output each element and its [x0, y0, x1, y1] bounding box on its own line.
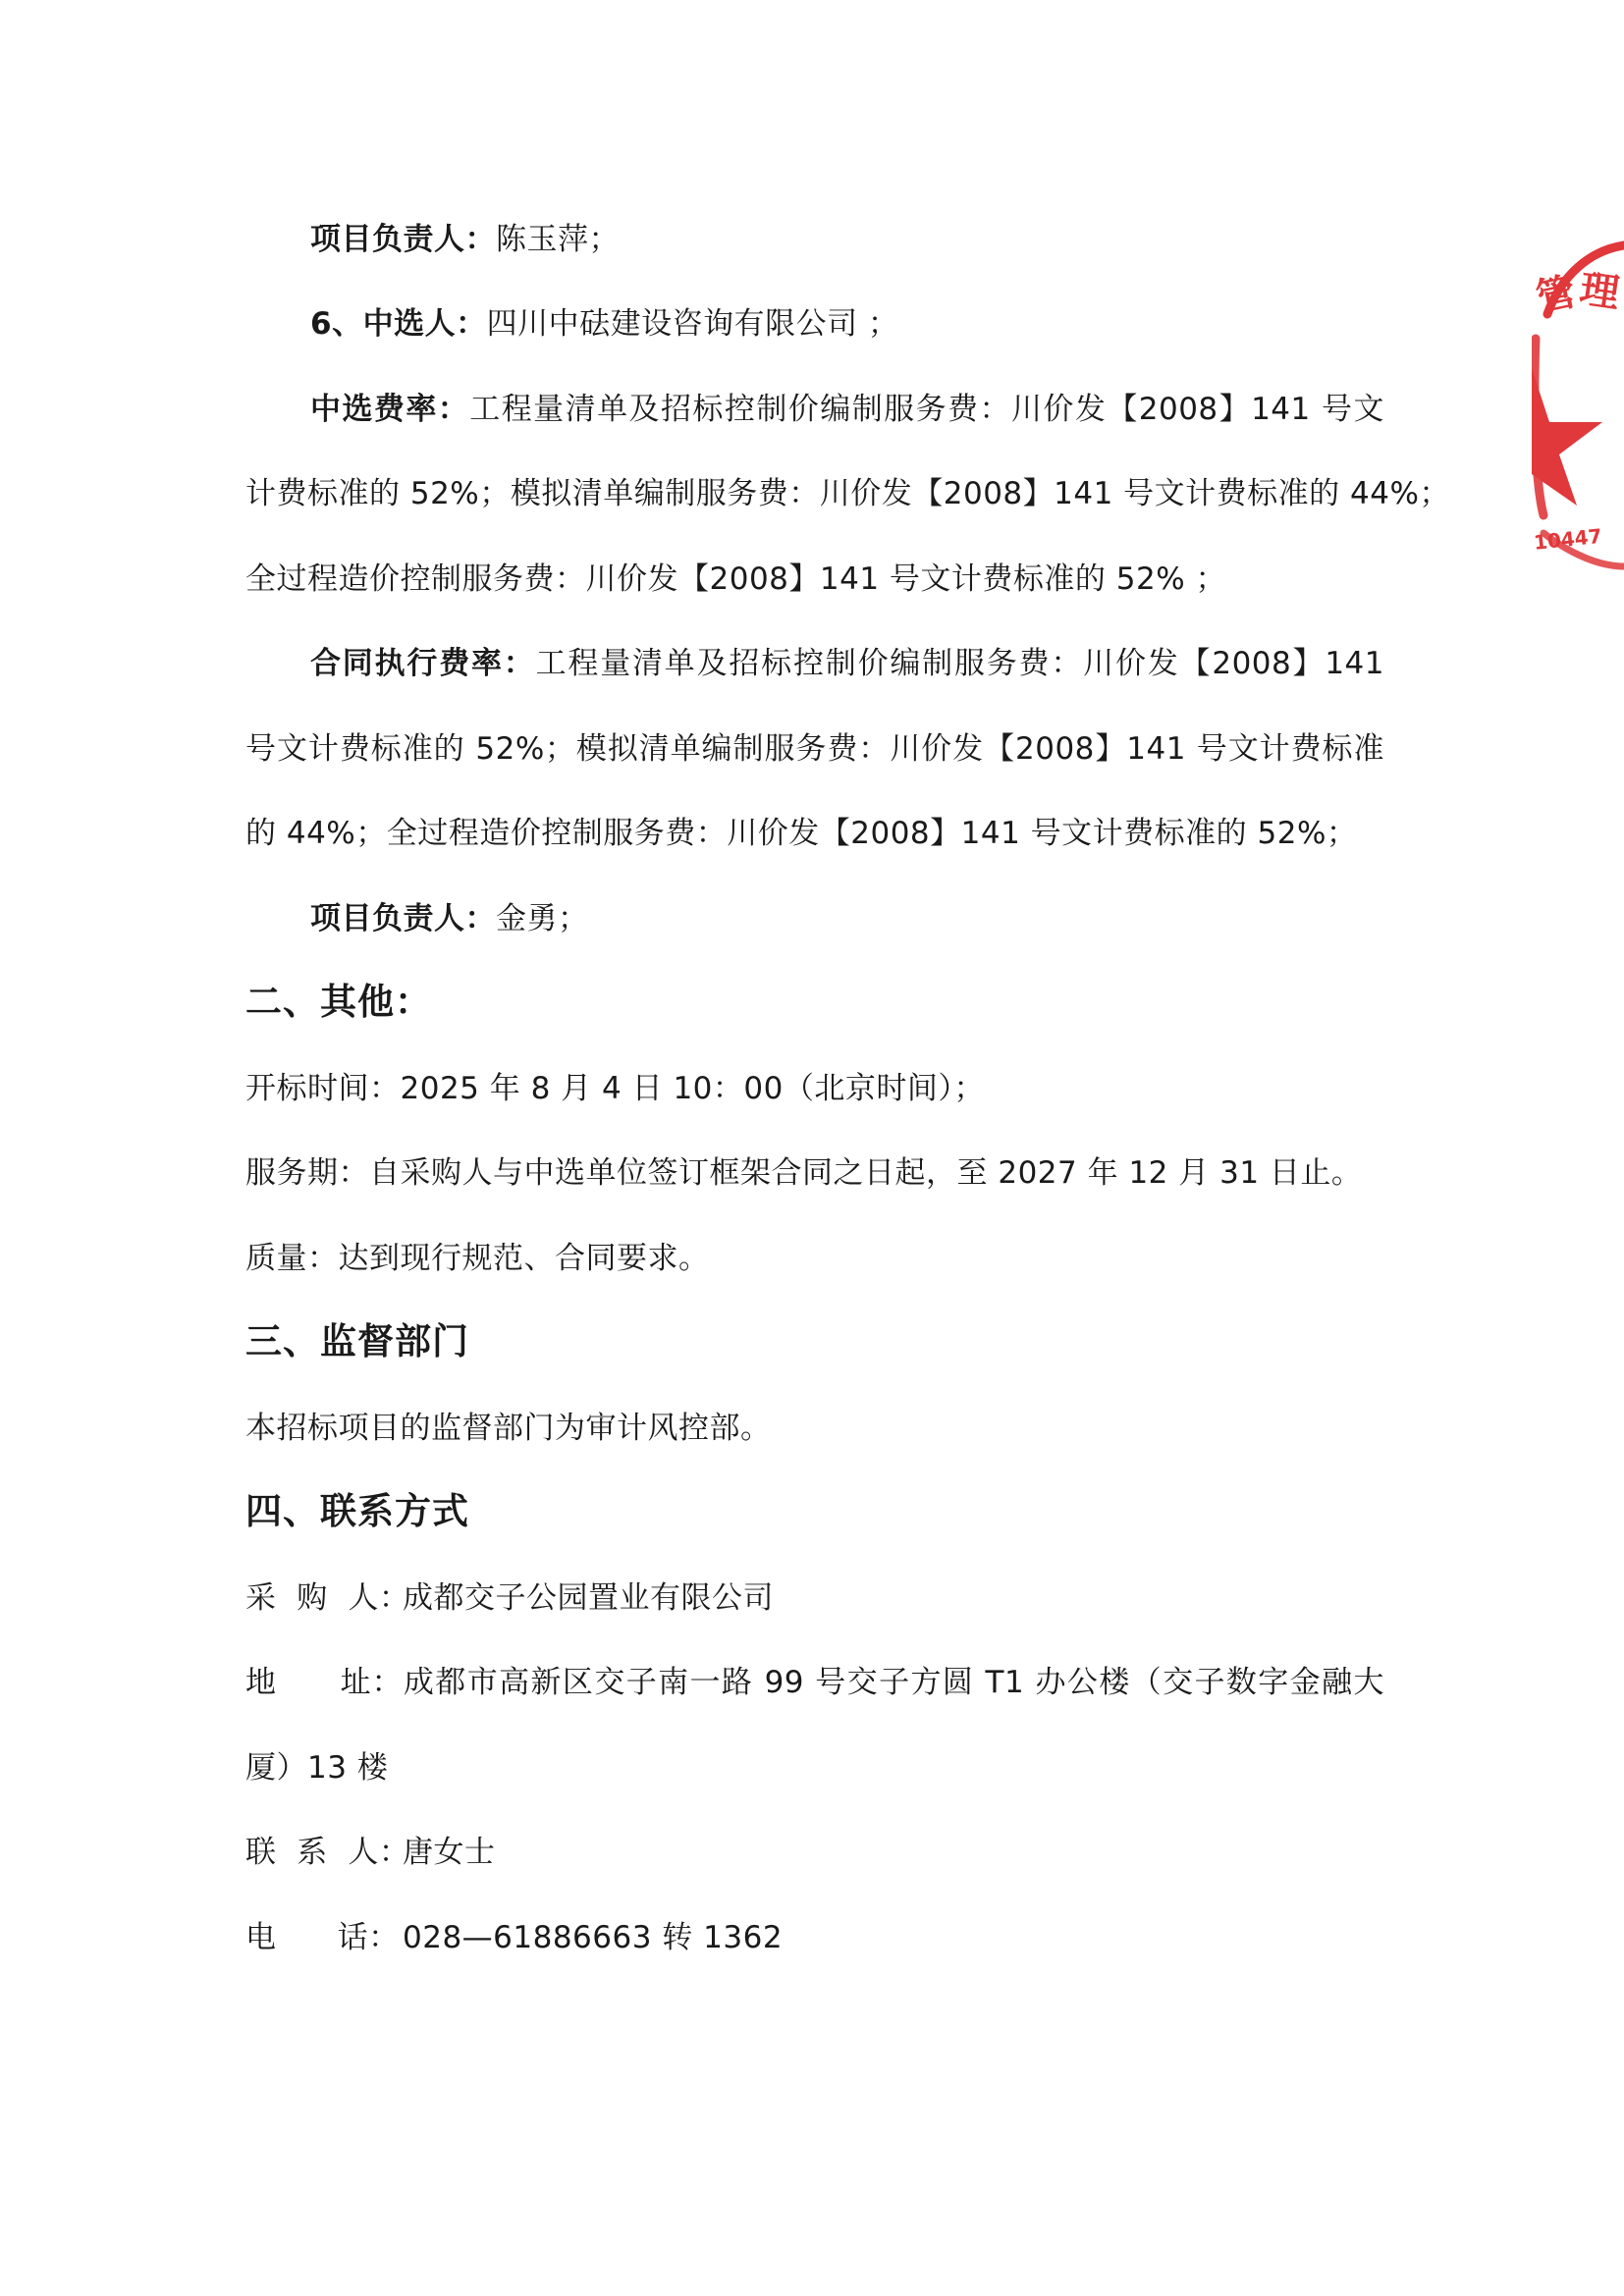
- project-manager-value: 陈玉萍；: [496, 222, 620, 257]
- contract-rate-label: 合同执行费率：: [310, 646, 536, 681]
- selection-rate-line-2: 计费标准的 52%；模拟清单编制服务费：川价发【2008】141 号文计费标准的 44%；: [245, 476, 1450, 511]
- address-label: 地 址：: [245, 1665, 403, 1700]
- contract-rate-line-1: [310, 642, 1384, 685]
- selected-bidder-label: 6、中选人：: [310, 306, 487, 342]
- project-manager-label: 项目负责人：: [310, 901, 496, 936]
- buyer-line: [245, 1576, 1384, 1620]
- buyer-label: 采 购 人：: [245, 1580, 410, 1616]
- telephone-label: 电 话：: [245, 1920, 400, 1955]
- selected-bidder: [310, 302, 1384, 346]
- selection-rate-line-1: [310, 388, 1384, 431]
- seal-lettering-2: 理: [1577, 266, 1623, 317]
- project-manager-1: [310, 218, 1384, 261]
- section-heading-other: 二、其他：: [245, 981, 432, 1023]
- service-period: 服务期：自采购人与中选单位签订框架合同之日起，至 2027 年 12 月 31 日止。: [245, 1155, 1363, 1191]
- quality-requirement: 质量：达到现行规范、合同要求。: [245, 1241, 710, 1276]
- section-heading-supervision: 三、监督部门: [245, 1320, 469, 1362]
- contact-person-label: 联 系 人：: [245, 1835, 410, 1870]
- seal-number: 10447: [1532, 523, 1603, 555]
- buyer-value: 成都交子公园置业有限公司: [403, 1580, 774, 1616]
- seal-lettering: 管: [1532, 269, 1581, 322]
- project-manager-2: [310, 897, 1384, 940]
- contract-rate-line-3: 的 44%；全过程造价控制服务费：川价发【2008】141 号文计费标准的 52%；: [245, 816, 1358, 851]
- address-line-1: [245, 1661, 1384, 1704]
- address-value-1: 成都市高新区交子南一路 99 号交子方圆 T1 办公楼（交子数字金融大: [403, 1665, 1384, 1700]
- project-manager-value: 金勇；: [496, 901, 589, 936]
- telephone-value: 028—61886663 转 1362: [403, 1920, 784, 1955]
- section-heading-contact: 四、联系方式: [245, 1490, 469, 1532]
- contact-person-value: 唐女士: [403, 1835, 496, 1870]
- contact-person-line: [245, 1831, 1384, 1874]
- selection-rate-line-3: 全过程造价控制服务费：川价发【2008】141 号文计费标准的 52% ；: [245, 561, 1227, 597]
- project-manager-label: 项目负责人：: [310, 222, 496, 257]
- selected-bidder-value: 四川中砝建设咨询有限公司 ；: [486, 306, 899, 342]
- address-line-2: 厦）13 楼: [245, 1750, 389, 1786]
- official-seal-stamp: [1532, 221, 1624, 584]
- telephone-line: [245, 1916, 1384, 1959]
- supervision-text: 本招标项目的监督部门为审计风控部。: [245, 1411, 772, 1446]
- seal-graphic: [1532, 245, 1624, 566]
- contract-rate-text-1: 工程量清单及招标控制价编制服务费：川价发【2008】141: [535, 646, 1385, 681]
- bid-opening-time: 开标时间：2025 年 8 月 4 日 10：00（北京时间）；: [245, 1071, 985, 1106]
- selection-rate-label: 中选费率：: [310, 392, 470, 427]
- selection-rate-text-1: 工程量清单及招标控制价编制服务费：川价发【2008】141 号文: [469, 392, 1384, 427]
- contract-rate-line-2: 号文计费标准的 52%；模拟清单编制服务费：川价发【2008】141 号文计费标准: [245, 731, 1384, 767]
